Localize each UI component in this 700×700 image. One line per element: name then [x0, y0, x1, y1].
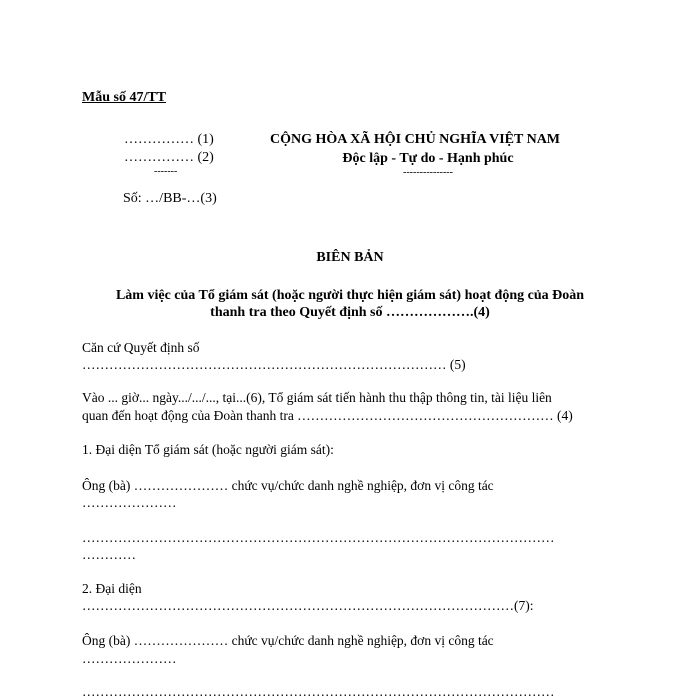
long-dots-1: …………………………………………………………………………………………… [82, 530, 555, 545]
person-1-dots: ………………… [82, 495, 177, 510]
subtitle-line-2: thanh tra theo Quyết định số ……………….(4) [210, 305, 490, 320]
time-line-2: quan đến hoạt động của Đoàn thanh tra ………………………………………………… (4) [82, 408, 573, 423]
subtitle-line-1: Làm việc của Tổ giám sát (hoặc người thực hiện giám sát) hoạt động của Đoàn [115, 288, 585, 303]
national-motto: Độc lập - Tự do - Hạnh phúc [342, 151, 514, 166]
long-dots-2: …………………………………………………………………………………………… [82, 684, 555, 699]
basis-label: Căn cứ Quyết định số [82, 340, 200, 355]
section-2-dots: ……………………………………………………………………………………(7): [82, 598, 534, 613]
basis-dots: ……………………………………………………………………… (5) [82, 357, 466, 372]
section-1-heading: 1. Đại diện Tổ giám sát (hoặc người giám sát): [82, 442, 334, 457]
section-2-heading: 2. Đại diện [82, 581, 142, 596]
form-code: Mẫu số 47/TT [82, 90, 167, 105]
agency-line-1: …………… (1) [124, 132, 214, 147]
country-name: CỘNG HÒA XÃ HỘI CHỦ NGHĨA VIỆT NAM [270, 132, 561, 147]
right-divider: --------------- [403, 167, 453, 178]
left-divider: ------- [154, 166, 178, 177]
person-2-line: Ông (bà) ………………… chức vụ/chức danh nghề nghiệp, đơn vị công tác [82, 633, 494, 648]
agency-line-2: …………… (2) [124, 150, 214, 165]
document-number: Số: …/BB-…(3) [123, 191, 217, 206]
document-title: BIÊN BẢN [316, 250, 384, 265]
time-line-1: Vào ... giờ... ngày.../.../..., tại...(6), Tổ giám sát tiến hành thu thập thông tin, tài liệu liên [82, 390, 552, 405]
long-dots-1-cont: ………… [82, 547, 136, 562]
person-2-dots: ………………… [82, 651, 177, 666]
person-1-line: Ông (bà) ………………… chức vụ/chức danh nghề nghiệp, đơn vị công tác [82, 478, 494, 493]
